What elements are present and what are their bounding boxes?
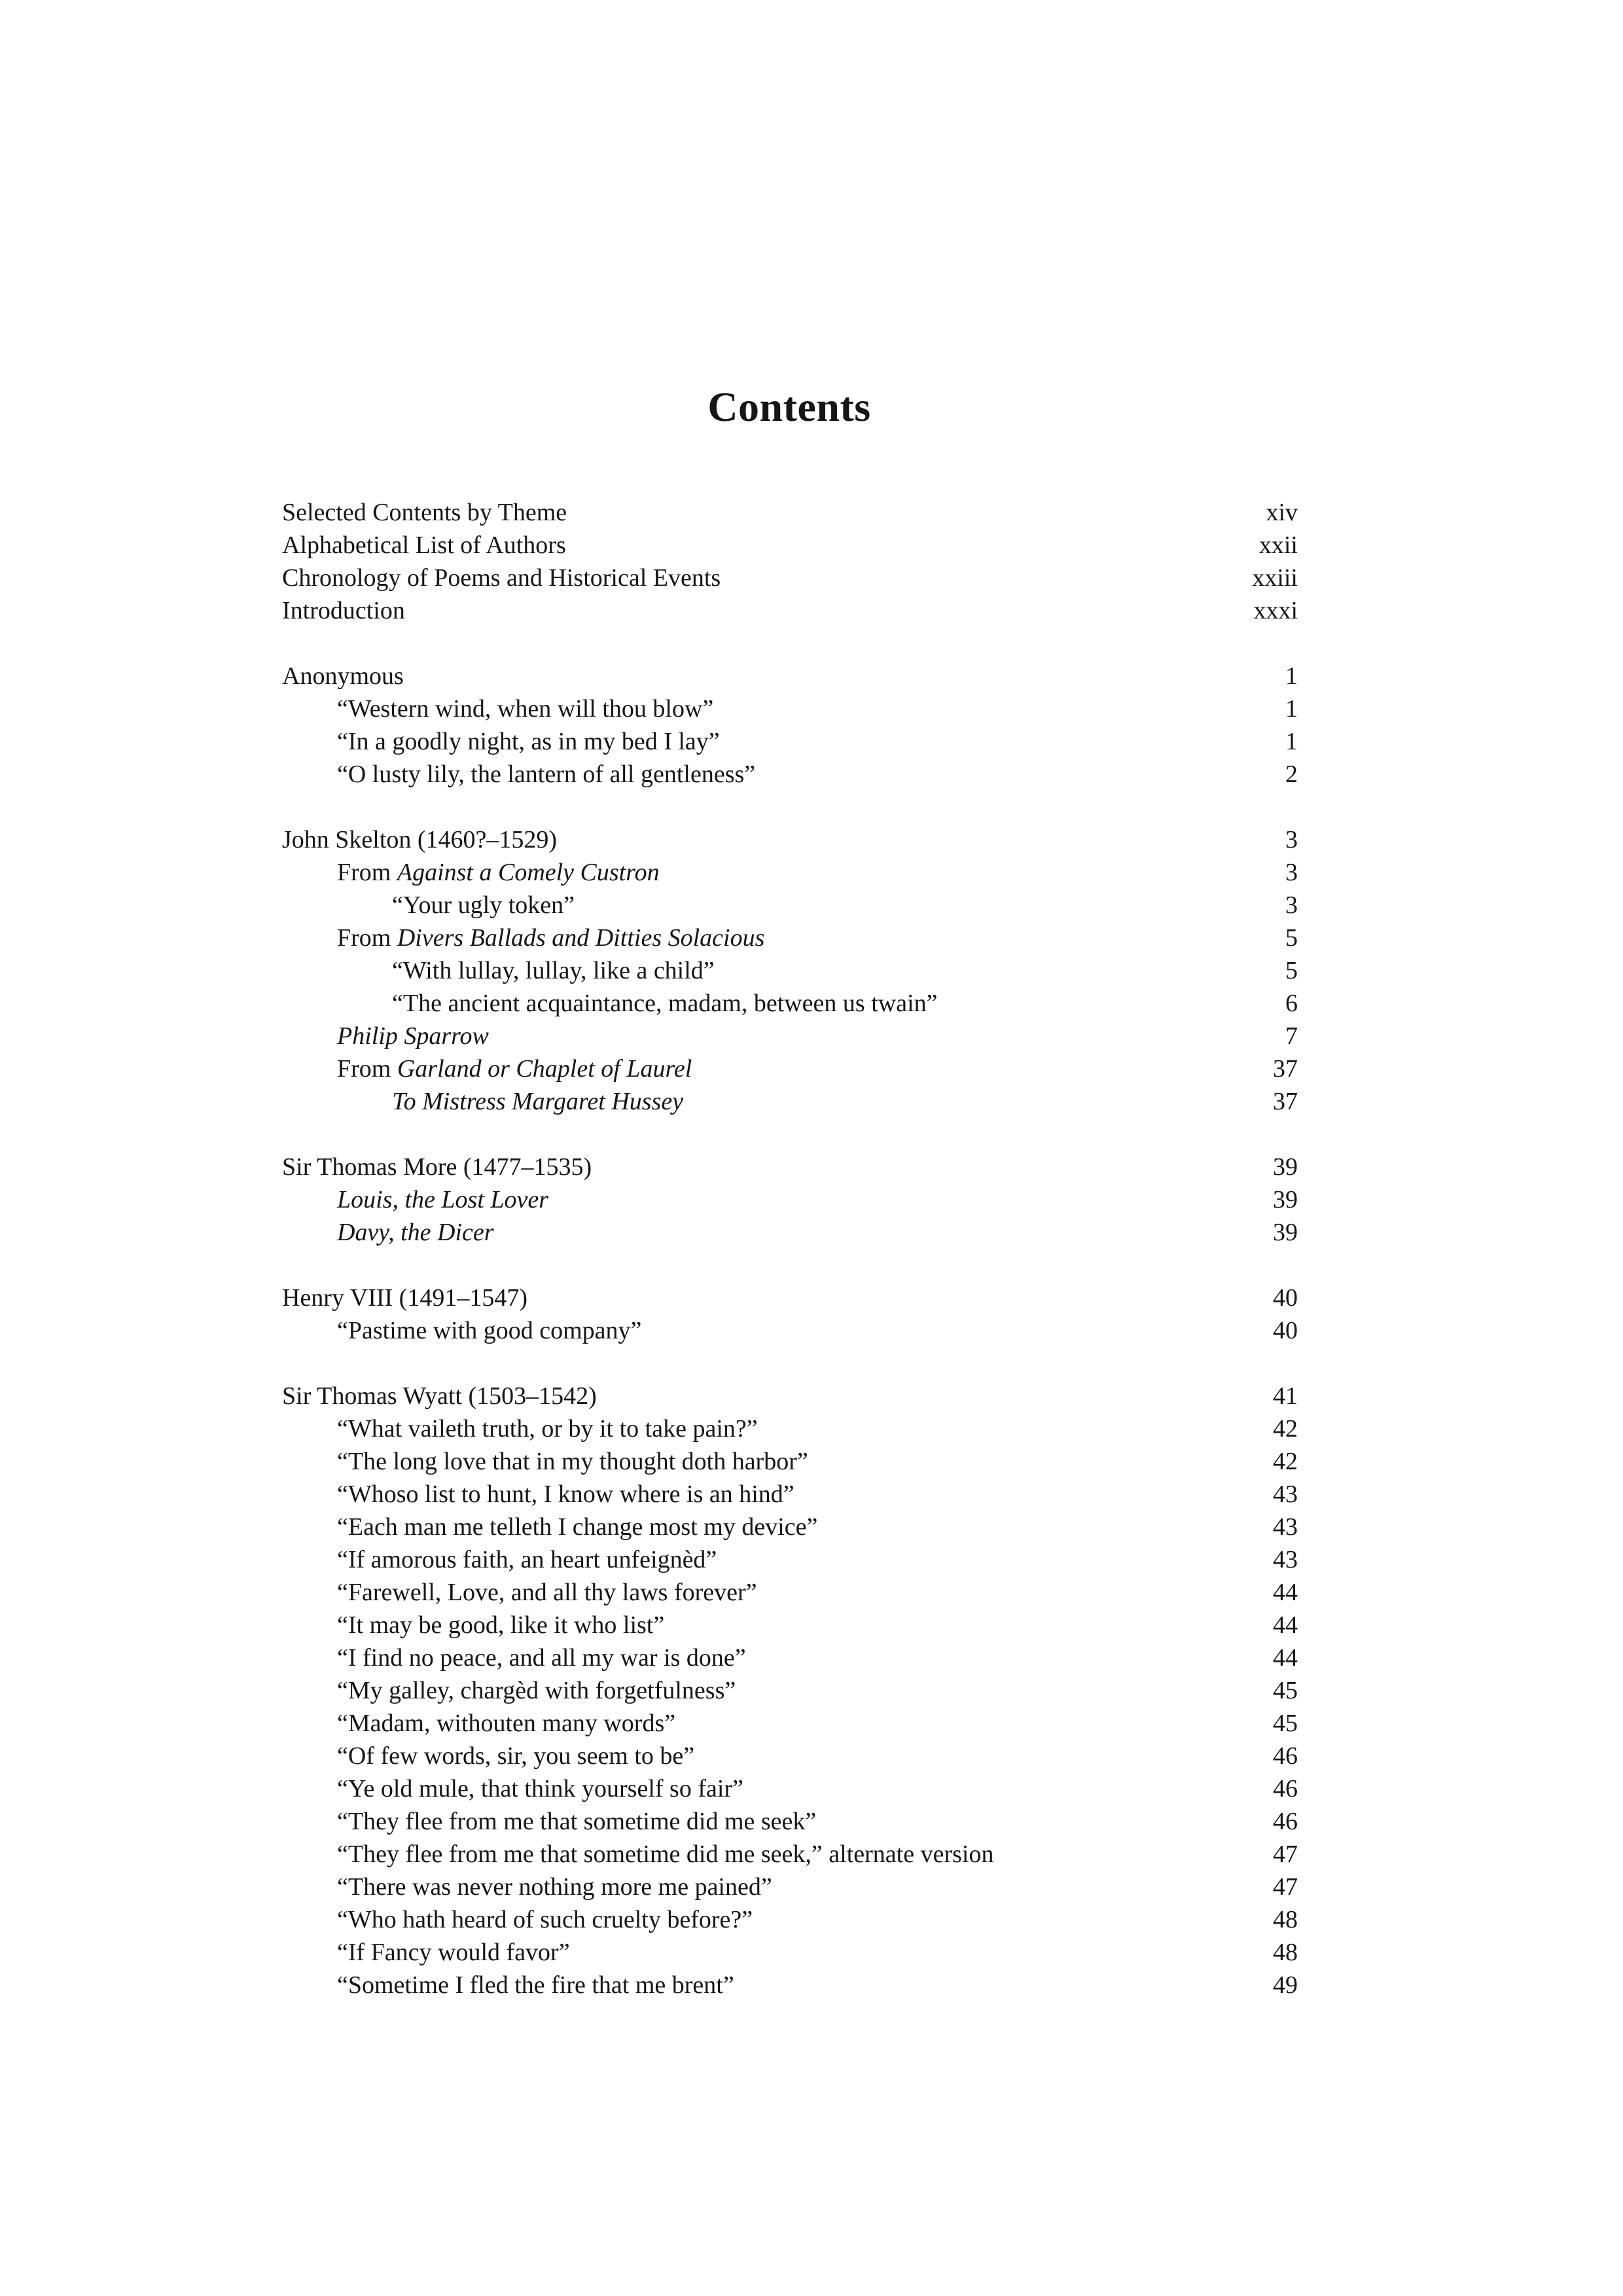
toc-row[interactable] bbox=[282, 1183, 1298, 1216]
poem-title: “They flee from me that sometime did me seek” bbox=[337, 1808, 817, 1835]
page-number: xxiii bbox=[1252, 564, 1298, 592]
page-number: 39 bbox=[1273, 1153, 1298, 1181]
poem-title: “I find no peace, and all my war is done” bbox=[337, 1644, 746, 1672]
author-name: John Skelton (1460?–1529) bbox=[282, 826, 558, 853]
toc-row[interactable] bbox=[282, 1576, 1298, 1609]
toc-entry bbox=[282, 922, 1266, 954]
toc-entry: Selected Contents by Theme bbox=[282, 499, 567, 526]
page-number: 47 bbox=[1273, 1873, 1298, 1901]
author-name: Sir Thomas Wyatt (1503–1542) bbox=[282, 1382, 597, 1410]
toc-author-row[interactable] bbox=[282, 823, 1298, 856]
poem-title: “Who hath heard of such cruelty before?” bbox=[337, 1906, 753, 1933]
page-number: 44 bbox=[1273, 1611, 1298, 1639]
toc-row[interactable] bbox=[282, 1543, 1298, 1576]
toc-row[interactable] bbox=[282, 1936, 1298, 1969]
page-number: 48 bbox=[1273, 1939, 1298, 1966]
page-number: 42 bbox=[1273, 1415, 1298, 1443]
toc-author-row[interactable] bbox=[282, 1151, 1298, 1183]
toc-row[interactable] bbox=[282, 1314, 1298, 1347]
toc-row[interactable] bbox=[282, 1838, 1298, 1871]
page-number: 3 bbox=[1285, 859, 1298, 886]
page-number: 37 bbox=[1273, 1055, 1298, 1083]
toc-row[interactable] bbox=[282, 725, 1298, 758]
work-title: Divers Ballads and Ditties Solacious bbox=[397, 924, 765, 952]
toc-entry bbox=[282, 1052, 1253, 1085]
page-number: 46 bbox=[1273, 1775, 1298, 1803]
poem-title: “Each man me telleth I change most my device” bbox=[337, 1513, 818, 1541]
toc-entry: Alphabetical List of Authors bbox=[282, 531, 566, 559]
poem-title: “Of few words, sir, you seem to be” bbox=[337, 1742, 695, 1770]
page-number: 6 bbox=[1285, 990, 1298, 1017]
work-title: Louis, the Lost Lover bbox=[337, 1186, 549, 1213]
toc-row[interactable] bbox=[282, 1969, 1298, 2001]
author-name: Sir Thomas More (1477–1535) bbox=[282, 1153, 592, 1181]
toc-row[interactable] bbox=[282, 856, 1298, 889]
toc-entry: Introduction bbox=[282, 597, 405, 624]
page-number: 43 bbox=[1273, 1513, 1298, 1541]
toc-row[interactable] bbox=[282, 1674, 1298, 1707]
author-name: Henry VIII (1491–1547) bbox=[282, 1284, 527, 1312]
page-number: 48 bbox=[1273, 1906, 1298, 1933]
page-number: xxii bbox=[1258, 531, 1298, 559]
page-title: Contents bbox=[707, 384, 871, 430]
page-number: 44 bbox=[1273, 1579, 1298, 1606]
toc-row[interactable] bbox=[282, 1641, 1298, 1674]
entry-prefix: From bbox=[337, 924, 397, 952]
poem-title: “Pastime with good company” bbox=[337, 1317, 642, 1344]
toc-author-row[interactable] bbox=[282, 1380, 1298, 1412]
toc-row[interactable] bbox=[282, 1871, 1298, 1903]
poem-title: “O lusty lily, the lantern of all gentleness” bbox=[337, 761, 756, 788]
toc-entry bbox=[282, 1183, 1253, 1216]
toc-row[interactable] bbox=[282, 1903, 1298, 1936]
page-number: xxxi bbox=[1253, 597, 1298, 624]
poem-title: “Whoso list to hunt, I know where is an hind” bbox=[337, 1480, 794, 1508]
page-number: 43 bbox=[1273, 1546, 1298, 1573]
page-number: 44 bbox=[1273, 1644, 1298, 1672]
page-number: 41 bbox=[1273, 1382, 1298, 1410]
page-number: 39 bbox=[1273, 1219, 1298, 1246]
entry-prefix: From bbox=[337, 1055, 397, 1083]
page-number: 5 bbox=[1285, 957, 1298, 984]
toc-entry bbox=[282, 856, 1266, 889]
poem-title: “What vaileth truth, or by it to take pain?” bbox=[337, 1415, 758, 1443]
poem-title: “Madam, withouten many words” bbox=[337, 1710, 676, 1737]
toc-row[interactable] bbox=[282, 889, 1298, 922]
poem-title: “There was never nothing more me pained” bbox=[337, 1873, 772, 1901]
page-number: 7 bbox=[1285, 1022, 1298, 1050]
poem-title: “The ancient acquaintance, madam, between us twain” bbox=[392, 990, 938, 1017]
author-name: Anonymous bbox=[282, 662, 404, 690]
work-title: To Mistress Margaret Hussey bbox=[392, 1088, 684, 1115]
poem-title: “If Fancy would favor” bbox=[337, 1939, 570, 1966]
page-number: 2 bbox=[1285, 761, 1298, 788]
page-number: 1 bbox=[1285, 728, 1298, 755]
page-number: 42 bbox=[1273, 1448, 1298, 1475]
page-number: 47 bbox=[1273, 1840, 1298, 1868]
work-title: Against a Comely Custron bbox=[397, 859, 660, 886]
toc-row[interactable] bbox=[282, 1412, 1298, 1445]
poem-title: “It may be good, like it who list” bbox=[337, 1611, 665, 1639]
table-of-contents bbox=[282, 496, 1298, 2001]
poem-title: “Western wind, when will thou blow” bbox=[337, 695, 714, 723]
toc-row[interactable] bbox=[282, 1511, 1298, 1543]
poem-title: “The long love that in my thought doth harbor” bbox=[337, 1448, 808, 1475]
toc-row[interactable] bbox=[282, 1216, 1298, 1249]
work-title: Garland or Chaplet of Laurel bbox=[397, 1055, 692, 1083]
page-number: 46 bbox=[1273, 1742, 1298, 1770]
entry-prefix: From bbox=[337, 859, 397, 886]
work-title: Philip Sparrow bbox=[337, 1022, 489, 1050]
page-number: 3 bbox=[1285, 826, 1298, 853]
toc-row[interactable] bbox=[282, 1085, 1298, 1118]
poem-title: “My galley, chargèd with forgetfulness” bbox=[337, 1677, 736, 1704]
poem-title: “Ye old mule, that think yourself so fair” bbox=[337, 1775, 743, 1803]
toc-row[interactable] bbox=[282, 1478, 1298, 1511]
page-number: 45 bbox=[1273, 1677, 1298, 1704]
toc-row[interactable] bbox=[282, 529, 1298, 562]
toc-row[interactable] bbox=[282, 562, 1298, 594]
toc-row[interactable] bbox=[282, 922, 1298, 954]
toc-entry bbox=[282, 1216, 1253, 1249]
toc-author-row[interactable] bbox=[282, 1282, 1298, 1314]
toc-entry bbox=[282, 1020, 1266, 1052]
poem-title: “With lullay, lullay, like a child” bbox=[392, 957, 715, 984]
toc-row[interactable] bbox=[282, 758, 1298, 791]
page-number: xiv bbox=[1266, 499, 1298, 526]
page-number: 40 bbox=[1273, 1284, 1298, 1312]
toc-row[interactable] bbox=[282, 692, 1298, 725]
toc-row[interactable] bbox=[282, 1445, 1298, 1478]
page-number: 49 bbox=[1273, 1971, 1298, 1999]
toc-entry bbox=[282, 1085, 1253, 1118]
toc-row[interactable] bbox=[282, 496, 1298, 529]
page-number: 46 bbox=[1273, 1808, 1298, 1835]
poem-title: “Sometime I fled the fire that me brent” bbox=[337, 1971, 734, 1999]
toc-row[interactable] bbox=[282, 1772, 1298, 1805]
page-number: 3 bbox=[1285, 891, 1298, 919]
toc-row[interactable] bbox=[282, 1020, 1298, 1052]
poem-title: “Farewell, Love, and all thy laws forever” bbox=[337, 1579, 757, 1606]
toc-row[interactable] bbox=[282, 594, 1298, 627]
toc-row[interactable] bbox=[282, 954, 1298, 987]
toc-row[interactable] bbox=[282, 987, 1298, 1020]
toc-row[interactable] bbox=[282, 1805, 1298, 1838]
toc-row[interactable] bbox=[282, 1052, 1298, 1085]
page-number: 39 bbox=[1273, 1186, 1298, 1213]
poem-title: “In a goodly night, as in my bed I lay” bbox=[337, 728, 720, 755]
toc-author-row[interactable] bbox=[282, 660, 1298, 692]
toc-row[interactable] bbox=[282, 1707, 1298, 1740]
toc-entry: Chronology of Poems and Historical Events bbox=[282, 564, 721, 592]
page-number: 1 bbox=[1285, 695, 1298, 723]
poem-title: “They flee from me that sometime did me seek,” alternate version bbox=[337, 1840, 994, 1868]
page-number: 37 bbox=[1273, 1088, 1298, 1115]
page-number: 40 bbox=[1273, 1317, 1298, 1344]
page-number: 1 bbox=[1285, 662, 1298, 690]
page-number: 43 bbox=[1273, 1480, 1298, 1508]
poem-title: “If amorous faith, an heart unfeignèd” bbox=[337, 1546, 717, 1573]
page-number: 5 bbox=[1285, 924, 1298, 952]
toc-row[interactable] bbox=[282, 1740, 1298, 1772]
poem-title: “Your ugly token” bbox=[392, 891, 575, 919]
toc-row[interactable] bbox=[282, 1609, 1298, 1641]
work-title: Davy, the Dicer bbox=[337, 1219, 494, 1246]
page-number: 45 bbox=[1273, 1710, 1298, 1737]
